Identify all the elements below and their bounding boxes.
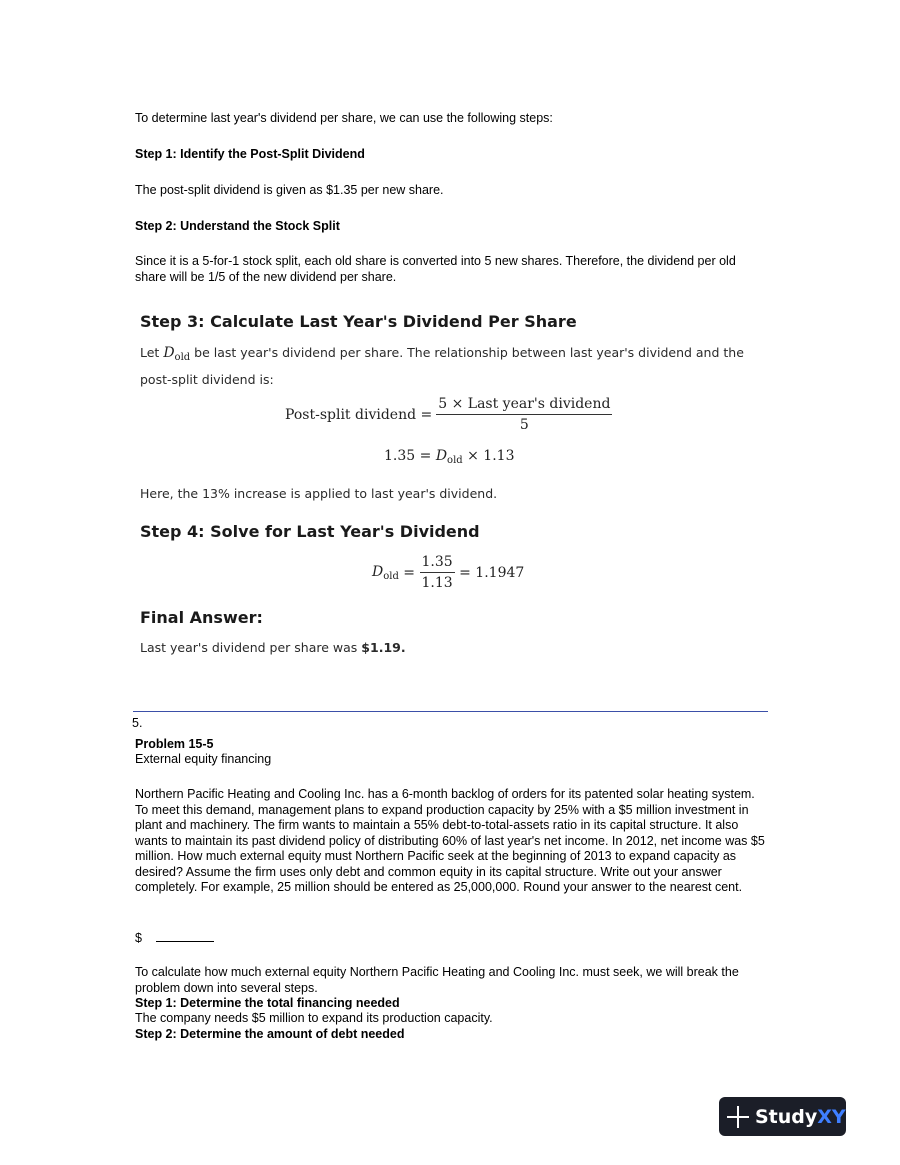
problem-title: Problem 15-5 [135, 737, 214, 751]
equation-solution: $D_{old}$ = $\frac{1.35}{1.13}$ = 1.1947 [372, 554, 525, 591]
final-answer-text: Last year's dividend per share was $1.19. [140, 640, 406, 655]
step1-heading: Step 1: Identify the Post-Split Dividend [135, 147, 365, 161]
step3-heading: Step 3: Calculate Last Year's Dividend Per Share [140, 312, 577, 331]
studyxy-logo: Study XY [719, 1097, 846, 1136]
plus-icon [727, 1106, 749, 1128]
equation-relation: $1.35 = D_{old} \times 1.13$ [384, 448, 515, 466]
solution-step2-heading: Step 2: Determine the amount of debt needed [135, 1027, 405, 1041]
let-paragraph: Let $D_{old}$ be last year's dividend per share. The relationship between last year's dividend and the post-split dividend is: [140, 345, 744, 387]
solution-step1-heading: Step 1: Determine the total financing needed [135, 996, 400, 1010]
final-answer-value: $1.19. [361, 640, 406, 655]
solution-step1-text: The company needs $5 million to expand its production capacity. [135, 1011, 493, 1025]
answer-field[interactable]: $ [135, 930, 214, 947]
problem-subtitle: External equity financing [135, 752, 272, 766]
intro-text: To determine last year's dividend per share, we can use the following steps: [135, 111, 553, 125]
solution-screenshot [140, 300, 780, 670]
problem-body: Northern Pacific Heating and Cooling Inc. has a 6-month backlog of orders for its patented solar heating system. To meet this demand, management plans to expand production capacity by 25% with a $5 million investment in plant and machinery. The firm wants to maintain a 55% debt-to-total-assets ratio in its capital structure. It also wants to maintain its past dividend policy of distributing 60% of last year's net income. In 2012, net income was $5 million. How much external equity must Northern Pacific seek at the beginning of 2013 to expand capacity as desired? Assume the firm uses only debt and common equity in its capital structure. Write out your answer completely. For example, 25 million should be entered as 25,000,000. Round your answer to the nearest cent. [135, 787, 765, 894]
equation-post-split: Post-split dividend = $\frac{\text{5 × Last year's dividend}}{5}$ [285, 396, 611, 433]
increase-note: Here, the 13% increase is applied to last year's dividend. [140, 486, 498, 501]
step2-heading: Step 2: Understand the Stock Split [135, 219, 340, 233]
d-old-symbol: $D_{old}$ [163, 345, 191, 363]
solution-intro: To calculate how much external equity Northern Pacific Heating and Cooling Inc. must seek, we will break the problem down into several steps. [135, 965, 739, 995]
step2-text: Since it is a 5-for-1 stock split, each old share is converted into 5 new shares. Therefore, the dividend per old share will be 1/5 of the new dividend per share. [135, 254, 736, 284]
final-answer-heading: Final Answer: [140, 608, 263, 627]
problem-number: 5. [132, 716, 143, 730]
answer-blank[interactable] [156, 930, 214, 942]
section-divider [133, 711, 768, 712]
step1-text: The post-split dividend is given as $1.35 per new share. [135, 183, 444, 197]
step4-heading: Step 4: Solve for Last Year's Dividend [140, 522, 480, 541]
